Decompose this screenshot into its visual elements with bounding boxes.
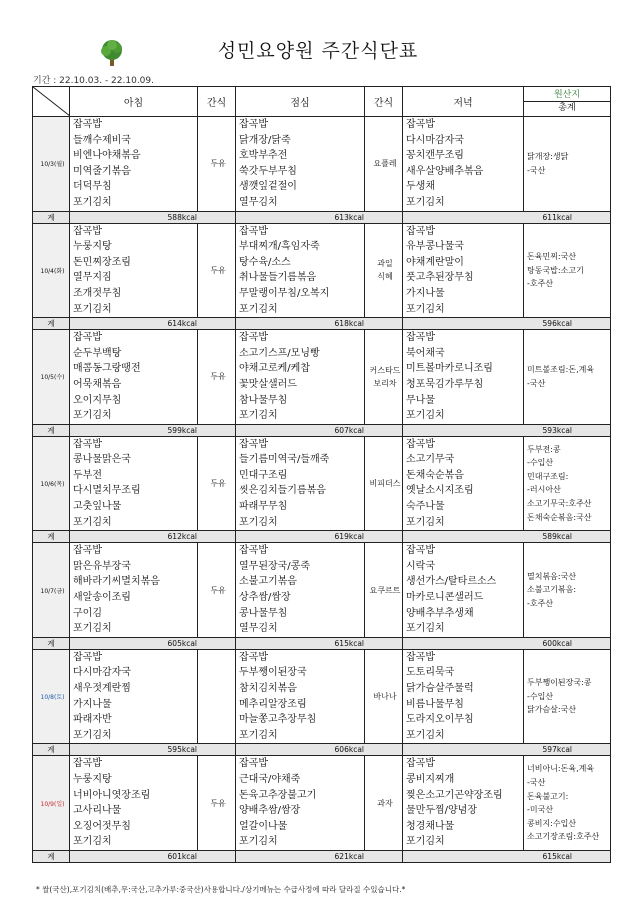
menu-item: 무나물 (406, 394, 435, 406)
origin-line: 돈육민찌:국산 (527, 251, 577, 261)
menu-item: 포기김치 (406, 729, 445, 741)
menu-item: 두부전 (73, 469, 102, 481)
kcal-label: 계 (33, 744, 70, 756)
snack2-cell (365, 543, 403, 638)
menu-item: 생깻잎겉절이 (239, 181, 297, 193)
kcal-value: 615kcal (403, 850, 611, 862)
menu-item: 닭개장/닭죽 (239, 134, 291, 146)
day-date: 10/3(월) (33, 117, 70, 212)
menu-item: 포기김치 (406, 410, 445, 422)
origin-line: 닭개장:생닭 (527, 152, 569, 162)
dinner-cell (403, 117, 524, 212)
header-origin-top: 원산지 (524, 89, 610, 102)
menu-item: 잡곡밥 (406, 651, 435, 663)
menu-item: 미역줄기볶음 (73, 165, 131, 177)
menu-item: 포기김치 (239, 516, 278, 528)
kcal-row (33, 531, 611, 543)
menu-item: 파래자반 (73, 714, 112, 726)
menu-item: 생선가스/탈타르소스 (406, 576, 497, 588)
snack1-cell-text: 두유 (210, 478, 226, 488)
snack1-cell-text: 두유 (210, 585, 226, 595)
snack1-cell (198, 330, 236, 425)
kcal-label: 계 (33, 424, 70, 436)
menu-item: 들기름미역국/들깨죽 (239, 454, 330, 466)
menu-item: 포기김치 (73, 623, 112, 635)
kcal-value: 614kcal (70, 318, 236, 330)
menu-item: 잡곡밥 (239, 545, 268, 557)
menu-item: 조개젓무침 (73, 287, 122, 299)
origin-line: -러시아산 (527, 485, 561, 495)
dinner-cell (403, 756, 524, 851)
day-row (33, 649, 611, 744)
day-date: 10/6(목) (33, 436, 70, 531)
header-origin-bottom: 총계 (558, 103, 576, 113)
origin-cell (524, 756, 611, 851)
snack2-cell-text: 과일 식혜 (377, 259, 393, 282)
menu-item: 얼갈이나물 (239, 820, 288, 832)
header-breakfast: 아침 (70, 87, 198, 117)
header-origin (524, 87, 611, 117)
kcal-value: 589kcal (403, 531, 611, 543)
menu-item: 잡곡밥 (73, 225, 102, 237)
breakfast-cell (70, 436, 198, 531)
breakfast-cell (70, 330, 198, 425)
menu-item: 잡곡밥 (239, 651, 268, 663)
menu-item: 포기김치 (406, 303, 445, 315)
origin-line: 돈육불고기: (527, 791, 569, 801)
menu-item: 청경채나물 (406, 820, 455, 832)
kcal-value: 621kcal (236, 850, 403, 862)
dinner-cell (403, 543, 524, 638)
menu-item: 취나물들기름볶음 (239, 272, 317, 284)
origin-line: -수입산 (527, 691, 554, 701)
menu-item: 참치김치볶음 (239, 683, 297, 694)
snack2-cell-text: 비피더스 (369, 478, 401, 488)
origin-cell (524, 543, 611, 638)
menu-item: 잡곡밥 (406, 225, 435, 237)
menu-item: 돈민찌장조림 (73, 256, 131, 268)
kcal-value: 619kcal (236, 531, 403, 543)
lunch-cell (236, 223, 365, 318)
origin-line: 돈채숙순볶음:국산 (527, 512, 592, 522)
origin-line: -수입산 (527, 458, 554, 468)
menu-item: 소고기무국 (406, 454, 455, 466)
origin-line: 닭가슴살:국산 (527, 705, 577, 715)
dinner-cell (403, 436, 524, 531)
kcal-value: 611kcal (403, 211, 611, 223)
snack1-cell-text: 두유 (210, 798, 226, 808)
menu-item: 포기김치 (406, 516, 445, 528)
day-date: 10/7(금) (33, 543, 70, 638)
origin-line: 탕동국밥:소고기 (527, 265, 584, 275)
menu-item: 마늘쫑고추장무침 (239, 714, 317, 726)
snack1-cell (198, 756, 236, 851)
day-row (33, 756, 611, 851)
snack2-cell (365, 649, 403, 744)
menu-item: 오징어젓무침 (73, 820, 131, 832)
snack2-cell (365, 223, 403, 318)
menu-item: 포기김치 (406, 623, 445, 635)
header-dinner: 저녁 (403, 87, 524, 117)
origin-line: -호주산 (527, 598, 554, 608)
kcal-row (33, 211, 611, 223)
title-row (0, 30, 636, 70)
kcal-label: 계 (33, 318, 70, 330)
menu-item: 포기김치 (406, 196, 445, 208)
snack2-cell-text: 바나나 (373, 692, 397, 702)
menu-item: 꽃맛살샐러드 (239, 378, 297, 390)
origin-line: 소고기무국:호주산 (527, 499, 592, 509)
snack1-cell (198, 543, 236, 638)
menu-item: 가지나물 (73, 698, 112, 710)
kcal-label: 계 (33, 211, 70, 223)
menu-item: 콩나물무침 (239, 607, 288, 619)
menu-item: 도토리묵국 (406, 667, 455, 679)
menu-item: 상추쌈/쌈장 (239, 592, 291, 604)
day-row (33, 543, 611, 638)
dinner-cell (403, 649, 524, 744)
snack1-cell (198, 223, 236, 318)
snack1-cell-text: 두유 (210, 265, 226, 275)
menu-item: 마카로니콘샐러드 (406, 592, 484, 604)
menu-item: 호박부추전 (239, 150, 288, 162)
menu-item: 매콤동그랑땡전 (73, 363, 141, 375)
day-row (33, 223, 611, 318)
lunch-cell (236, 117, 365, 212)
menu-item: 참나물무침 (239, 394, 288, 406)
kcal-value: 597kcal (403, 744, 611, 756)
snack2-cell-text: 과자 (377, 798, 393, 808)
kcal-row (33, 637, 611, 649)
period-label: 기간 : 22.10.03. - 22.10.09. (33, 76, 154, 86)
kcal-row (33, 424, 611, 436)
kcal-value: 588kcal (70, 211, 236, 223)
origin-line: -미국산 (527, 805, 554, 815)
menu-item: 잡곡밥 (406, 119, 435, 130)
menu-item: 메추리알장조림 (239, 698, 307, 710)
page-title: 성민요양원 주간식단표 (217, 40, 419, 62)
menu-item: 풋고추된장무침 (406, 272, 474, 284)
origin-line: -국산 (527, 777, 546, 787)
menu-item: 새우살양배추볶음 (406, 165, 484, 177)
dinner-cell (403, 223, 524, 318)
day-date: 10/4(화) (33, 223, 70, 318)
menu-item: 잡곡밥 (239, 225, 268, 237)
snack1-cell-text: 두유 (210, 159, 226, 169)
menu-item: 비엔나야채볶음 (73, 150, 141, 162)
menu-item: 잡곡밥 (239, 119, 268, 130)
menu-item: 탕수육/소스 (239, 256, 291, 268)
menu-item: 파래무무침 (239, 501, 288, 513)
lunch-cell (236, 543, 365, 638)
menu-item: 양배추부추생채 (406, 607, 474, 619)
menu-item: 양배추쌈/쌈장 (239, 805, 301, 817)
kcal-value: 605kcal (70, 637, 236, 649)
dinner-cell (403, 330, 524, 425)
breakfast-cell (70, 649, 198, 744)
kcal-row (33, 318, 611, 330)
menu-body (33, 117, 611, 863)
menu-item: 잡곡밥 (73, 438, 102, 450)
menu-item: 해바라기씨멸치볶음 (73, 576, 160, 588)
origin-line: 민대구조림: (527, 471, 569, 481)
menu-item: 들깨수제비국 (73, 134, 131, 146)
origin-line: 소불고기볶음: (527, 585, 577, 595)
menu-item: 야채고로케/케찹 (239, 363, 310, 375)
kcal-value: 618kcal (236, 318, 403, 330)
kcal-value: 601kcal (70, 850, 236, 862)
breakfast-cell (70, 543, 198, 638)
menu-item: 무말랭이무침/오복지 (239, 287, 330, 299)
menu-item: 잡곡밥 (406, 545, 435, 557)
kcal-value: 615kcal (236, 637, 403, 649)
menu-item: 근대국/야채죽 (239, 773, 301, 785)
menu-item: 오이지무침 (73, 394, 122, 406)
menu-item: 물만두찜/양념장 (406, 805, 477, 817)
menu-item: 고춧잎나물 (73, 501, 122, 513)
kcal-label: 계 (33, 531, 70, 543)
kcal-label: 계 (33, 850, 70, 862)
menu-item: 너비아니엿장조림 (73, 789, 151, 801)
menu-item: 콩비지찌개 (406, 773, 455, 785)
breakfast-cell (70, 223, 198, 318)
corner-cell (33, 87, 70, 117)
menu-item: 도라지오이무침 (406, 714, 474, 726)
menu-item: 포기김치 (73, 410, 112, 422)
menu-item: 돈육고추장불고기 (239, 789, 317, 801)
menu-item: 새알송이조림 (73, 592, 131, 604)
lunch-cell (236, 649, 365, 744)
menu-item: 가지나물 (406, 287, 445, 299)
menu-item: 옛날소시지조림 (406, 485, 474, 497)
menu-item: 잡곡밥 (73, 758, 102, 770)
day-row (33, 330, 611, 425)
menu-item: 소고기스프/모닝빵 (239, 347, 320, 359)
snack1-cell-text: 두유 (210, 372, 226, 382)
menu-item: 야채계란말이 (406, 256, 464, 268)
origin-line: 소고기장조림:호주산 (527, 832, 600, 842)
menu-item: 열무지짐 (73, 272, 112, 284)
menu-item: 포기김치 (239, 729, 278, 741)
menu-item: 잡곡밥 (73, 651, 102, 663)
kcal-value: 606kcal (236, 744, 403, 756)
menu-item: 누룽지탕 (73, 773, 112, 785)
breakfast-cell (70, 756, 198, 851)
menu-item: 소불고기볶음 (239, 576, 297, 588)
kcal-row (33, 850, 611, 862)
origin-line: 너비아니:돈육,계육 (527, 764, 595, 774)
menu-item: 다시마감자국 (73, 667, 131, 679)
menu-item: 씻은김치들기름볶음 (239, 485, 326, 497)
menu-item: 다시마감자국 (406, 134, 464, 146)
snack2-cell (365, 117, 403, 212)
menu-item: 포기김치 (406, 836, 445, 848)
kcal-value: 600kcal (403, 637, 611, 649)
snack2-cell (365, 756, 403, 851)
day-row (33, 117, 611, 212)
kcal-value: 596kcal (403, 318, 611, 330)
day-date: 10/9(일) (33, 756, 70, 851)
menu-item: 부대찌개/흑임자죽 (239, 241, 320, 253)
menu-item: 고사리나물 (73, 805, 122, 817)
menu-item: 열무김치 (239, 623, 278, 635)
menu-item: 쑥갓두부무침 (239, 165, 297, 177)
kcal-value: 607kcal (236, 424, 403, 436)
menu-item: 포기김치 (239, 303, 278, 315)
lunch-cell (236, 436, 365, 531)
menu-item: 두부쨍이된장국 (239, 667, 307, 679)
lunch-cell (236, 330, 365, 425)
lunch-cell (236, 756, 365, 851)
origin-cell (524, 330, 611, 425)
kcal-row (33, 744, 611, 756)
menu-item: 숙주나물 (406, 501, 445, 513)
menu-item: 유부콩나물국 (406, 241, 464, 253)
menu-item: 닭가슴살주물럭 (406, 683, 474, 694)
origin-cell (524, 223, 611, 318)
kcal-value: 595kcal (70, 744, 236, 756)
menu-item: 찢은소고기곤약장조림 (406, 789, 503, 801)
header-snack1: 간식 (198, 87, 236, 117)
menu-table (32, 86, 611, 863)
origin-line: -국산 (527, 378, 546, 388)
menu-item: 청포묵김가루무침 (406, 378, 484, 390)
origin-line: 두부전:콩 (527, 444, 561, 454)
kcal-value: 599kcal (70, 424, 236, 436)
menu-item: 더덕무침 (73, 181, 112, 193)
menu-item: 열무된장국/콩죽 (239, 560, 310, 572)
menu-item: 포기김치 (73, 836, 112, 848)
snack2-cell-text: 요쿠르트 (369, 585, 401, 595)
menu-item: 포기김치 (239, 836, 278, 848)
menu-item: 잡곡밥 (73, 119, 102, 130)
snack1-cell (198, 117, 236, 212)
origin-cell (524, 649, 611, 744)
menu-item: 맑은유부장국 (73, 560, 131, 572)
menu-item: 콩나물맑은국 (73, 454, 131, 466)
menu-item: 잡곡밥 (239, 758, 268, 770)
menu-item: 두생채 (406, 181, 435, 193)
menu-item: 잡곡밥 (73, 332, 102, 344)
breakfast-cell (70, 117, 198, 212)
origin-cell (524, 117, 611, 212)
day-date: 10/5(수) (33, 330, 70, 425)
snack1-cell (198, 649, 236, 744)
menu-item: 민대구조림 (239, 469, 288, 481)
menu-item: 돈채숙순볶음 (406, 469, 464, 481)
menu-item: 새우젓계란찜 (73, 683, 131, 694)
menu-item: 잡곡밥 (406, 332, 435, 344)
header-snack2: 간식 (365, 87, 403, 117)
origin-line: 미트볼조림:돈,계육 (527, 365, 595, 375)
menu-item: 누룽지탕 (73, 241, 112, 253)
menu-item: 잡곡밥 (406, 438, 435, 450)
menu-item: 시락국 (406, 560, 435, 572)
kcal-label: 계 (33, 637, 70, 649)
origin-line: 콩비지:수입산 (527, 818, 577, 828)
menu-item: 포기김치 (239, 410, 278, 422)
menu-item: 비름나물무침 (406, 698, 464, 710)
menu-item: 구이김 (73, 607, 102, 619)
menu-item: 포기김치 (73, 196, 112, 208)
menu-item: 북어채국 (406, 347, 445, 359)
snack2-cell-text: 커스타드 보리차 (369, 365, 401, 388)
menu-item: 포기김치 (73, 303, 112, 315)
kcal-value: 612kcal (70, 531, 236, 543)
menu-item: 미트볼마카로니조림 (406, 363, 493, 375)
snack2-cell (365, 330, 403, 425)
menu-item: 어묵채볶음 (73, 378, 122, 390)
menu-item: 잡곡밥 (406, 758, 435, 770)
snack2-cell (365, 436, 403, 531)
menu-item: 포기김치 (73, 729, 112, 741)
kcal-value: 593kcal (403, 424, 611, 436)
menu-item: 잡곡밥 (239, 438, 268, 450)
menu-item: 열무김치 (239, 196, 278, 208)
origin-line: 두부쨍이된장국:콩 (527, 678, 592, 688)
menu-item: 순두부백탕 (73, 347, 122, 359)
menu-item: 잡곡밥 (239, 332, 268, 344)
origin-cell (524, 436, 611, 531)
menu-item: 잡곡밥 (73, 545, 102, 557)
menu-item: 포기김치 (73, 516, 112, 528)
origin-line: -호주산 (527, 279, 554, 289)
day-row (33, 436, 611, 531)
footer-note: * 쌀(국산),포기김치(배추,무:국산,고추가루:중국산)사용합니다./상기메뉴는 수급사정에 따라 달라질 수있습니다.* (36, 885, 406, 894)
menu-item: 다시멸치무조림 (73, 485, 141, 497)
menu-item: 꽁치캔무조림 (406, 150, 464, 162)
kcal-value: 613kcal (236, 211, 403, 223)
snack1-cell (198, 436, 236, 531)
header-lunch: 점심 (236, 87, 365, 117)
origin-line: 멸치볶음:국산 (527, 571, 577, 581)
origin-line: -국산 (527, 165, 546, 175)
day-date: 10/8(토) (33, 649, 70, 744)
snack2-cell-text: 요플레 (373, 159, 397, 169)
